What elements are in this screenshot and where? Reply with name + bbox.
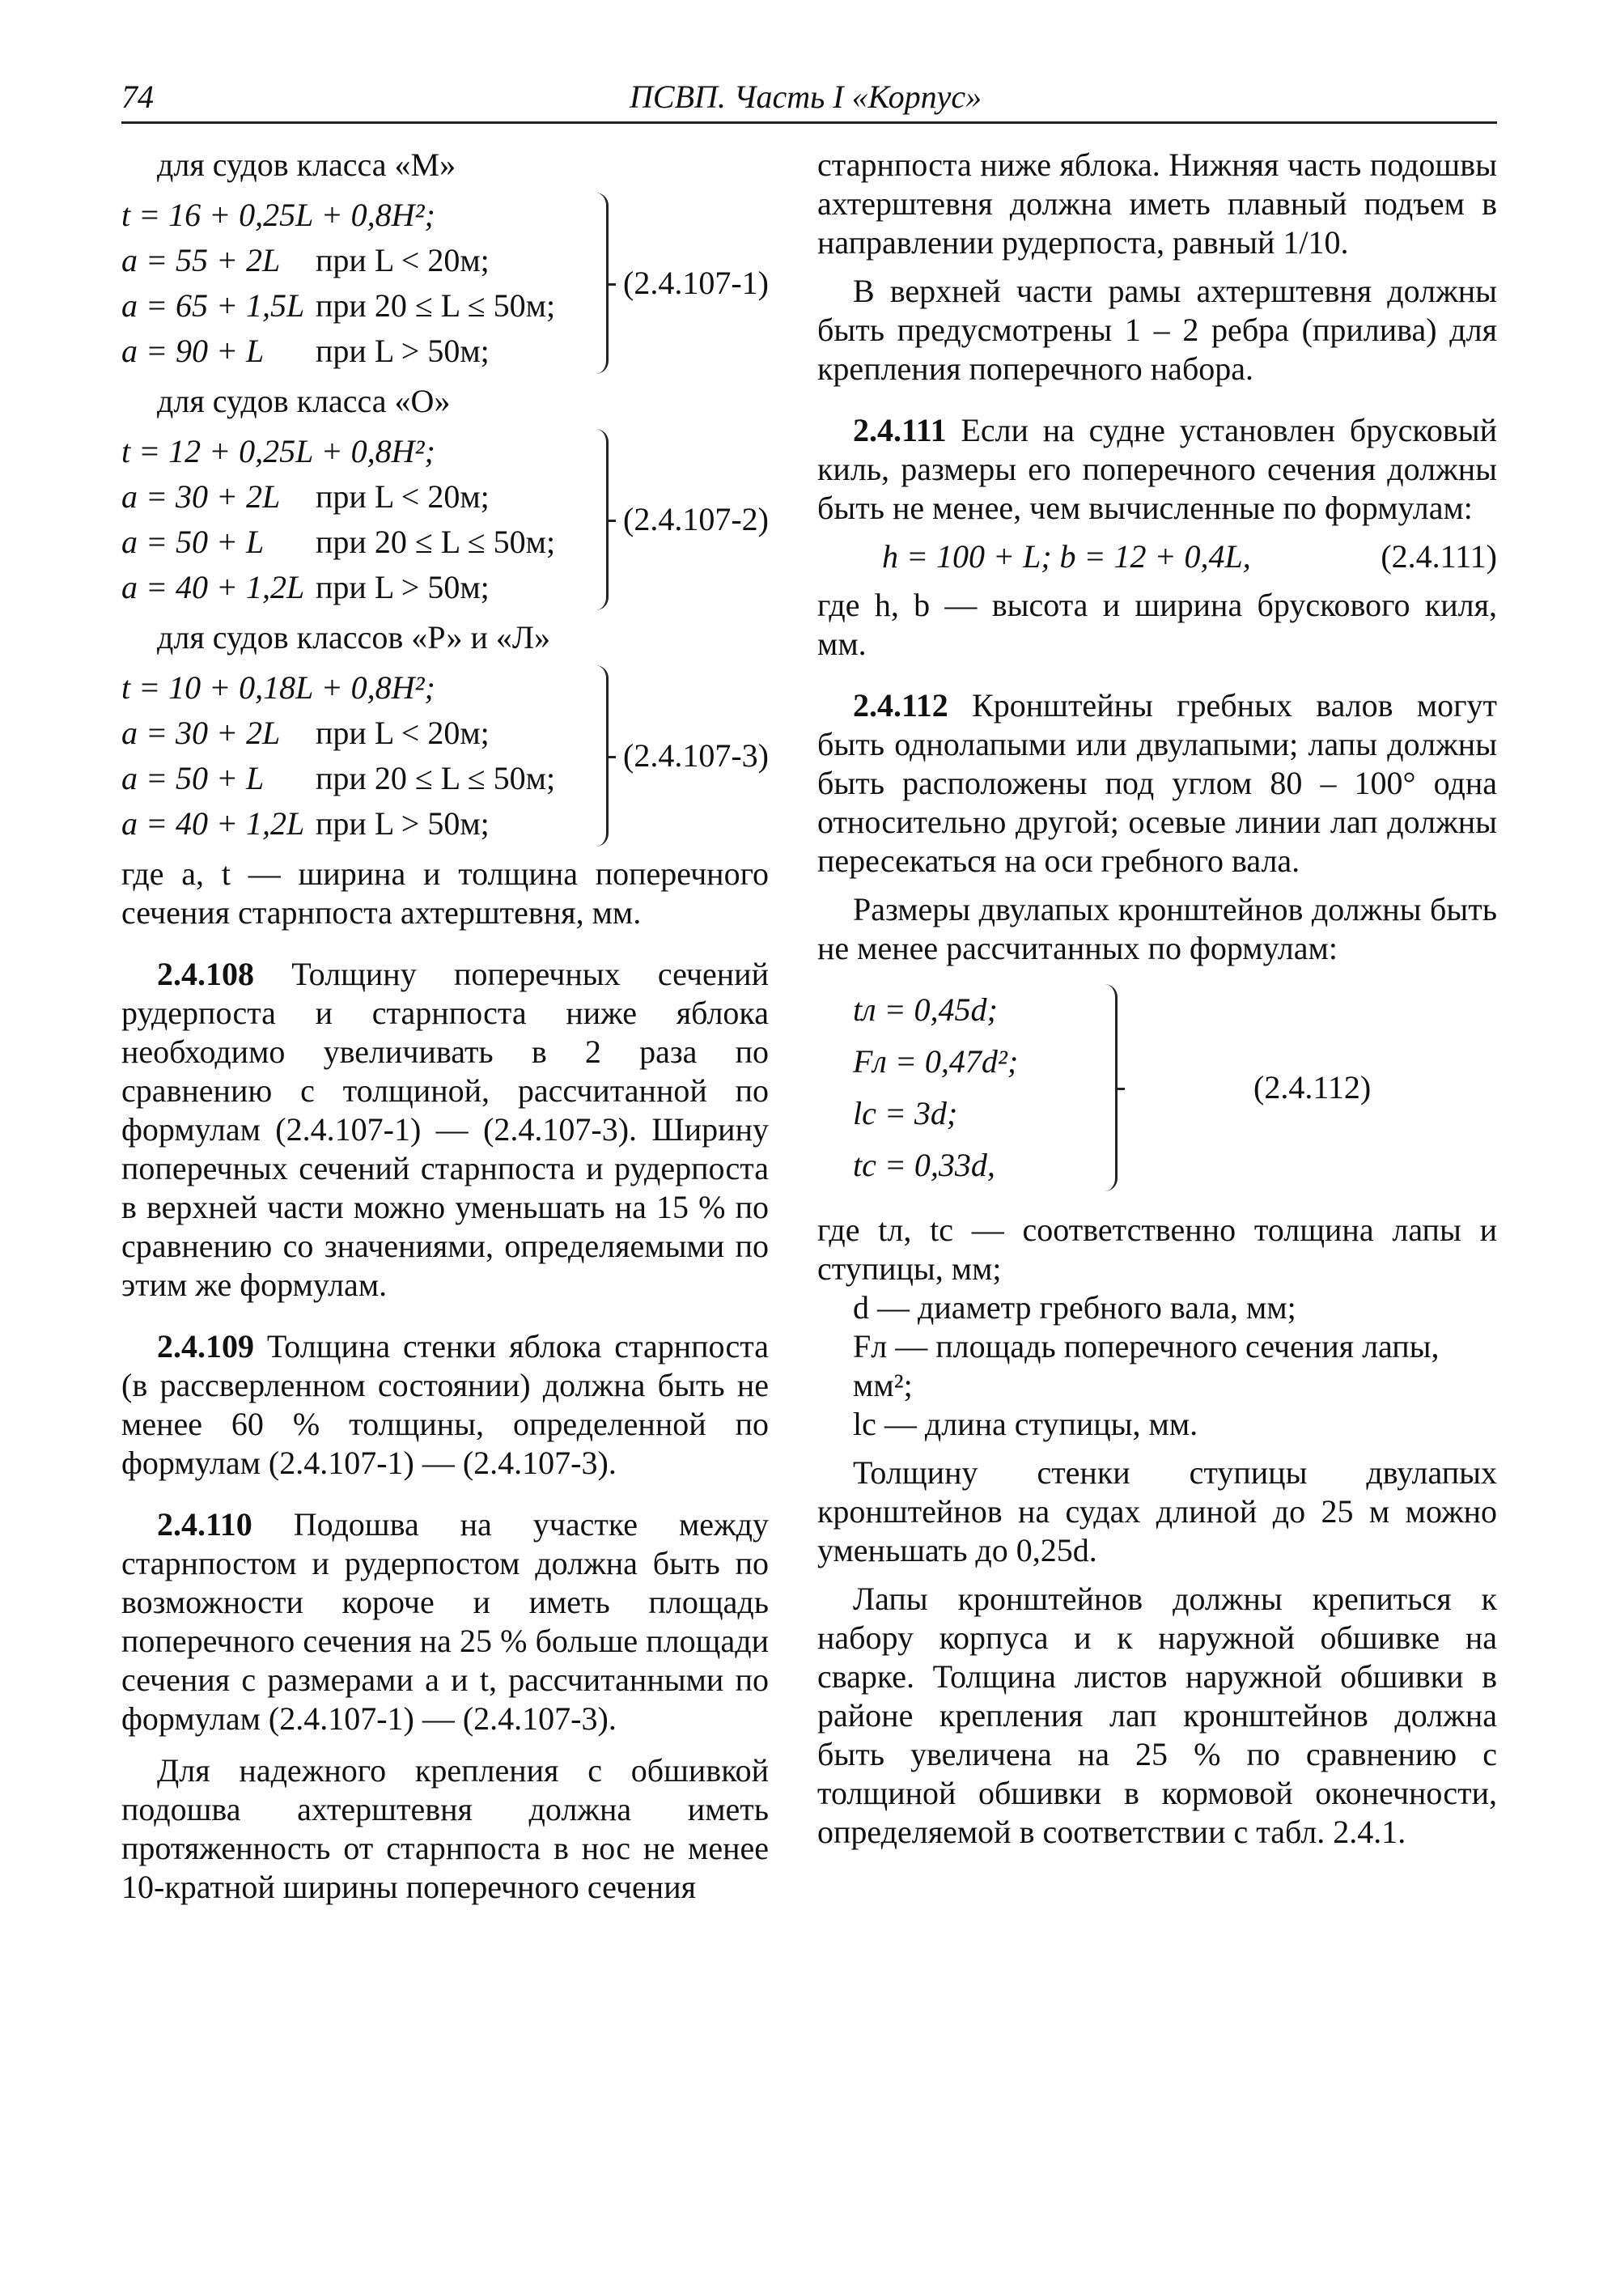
formula-line: tс = 0,33d, [853, 1147, 995, 1183]
formula-line: a = 50 + L при 20 ≤ L ≤ 50м; [121, 524, 556, 560]
label-class-o: для судов класса «О» [157, 383, 451, 419]
formula-line: a = 30 + 2L при L < 20м; [121, 715, 490, 751]
paragraph-2-4-109: 2.4.109 Толщина стенки яблока старнпоста (в рассверленном состоянии) должна быть не менее 60 % толщины, определенной по формулам (2.4.107-1) — (2.4.107-3). [121, 1328, 769, 1481]
brace [587, 665, 609, 847]
label-class-m: для судов класса «М» [157, 146, 456, 183]
brace [587, 429, 609, 610]
formula-line: a = 50 + L при 20 ≤ L ≤ 50м; [121, 760, 556, 796]
paragraph-2-4-111: 2.4.111 Если на судне установлен брусковый киль, размеры его поперечного сечения должны быть не менее, чем вычисленные по формулам: [817, 412, 1497, 526]
paragraph-bracket-legs: Лапы кронштейнов должны крепиться к набору корпуса и к наружной обшивке на сварке. Толщина листов наружной обшивки в районе крепления лап кронштейнов должна быть увеличена на 25 % по сравнению с толщиной обшивки в кормовой оконечности, определяемой в соответствии с табл. 2.4.1. [817, 1581, 1497, 1850]
formula-line: tл = 0,45d; [853, 991, 998, 1028]
section-number: 2.4.109 [157, 1328, 254, 1364]
formula-line: t = 16 + 0,25L + 0,8H²; [121, 197, 435, 233]
paragraph-sole-attachment: Для надежного крепления с обшивкой подошва ахтерштевня должна иметь протяженность от старнпоста в нос не менее 10-кратной ширины поперечного сечения [121, 1752, 769, 1905]
where-line-1: где tл, tс — соответственно толщина лапы и ступицы, мм; [817, 1212, 1497, 1287]
where-paragraph: где a, t — ширина и толщина поперечного сечения старнпоста ахтерштевня, мм. [121, 855, 769, 931]
formula-line: t = 10 + 0,18L + 0,8H²; [121, 669, 435, 706]
label-class-p-l: для судов классов «Р» и «Л» [157, 619, 550, 656]
formula-line: lс = 3d; [853, 1095, 958, 1131]
paragraph-continuation: старнпоста ниже яблока. Нижняя часть подошвы ахтерштевня должна иметь плавный подъем в направлении рудерпоста, равный 1/10. [817, 146, 1497, 261]
section-number: 2.4.110 [157, 1506, 252, 1543]
where-line-2: d — диаметр гребного вала, мм; [853, 1289, 1296, 1326]
page-header [121, 78, 1497, 126]
formula-system-107-1 [121, 193, 769, 374]
paragraph-2-4-112: 2.4.112 Кронштейны гребных валов могут быть однолапыми или двулапыми; лапы должны быть расположены под углом 80 – 100° одна относительно другой; осевые линии лап должны пересекаться на оси гребного вала. [817, 687, 1497, 879]
where-paragraph-111: где h, b — высота и ширина брускового киля, мм. [817, 587, 1497, 662]
section-number: 2.4.111 [853, 412, 947, 448]
equation-number: (2.4.107-1) [623, 265, 769, 301]
formula-line: a = 90 + L при L > 50м; [121, 333, 490, 369]
formula-line: a = 55 + 2L при L < 20м; [121, 242, 490, 278]
right-column [817, 146, 1497, 1852]
formula-system-107-3 [121, 665, 769, 847]
equation-number: (2.4.107-3) [623, 737, 769, 774]
equation-number: (2.4.107-2) [623, 501, 769, 537]
formula-line: a = 65 + 1,5L при 20 ≤ L ≤ 50м; [121, 287, 556, 324]
where-line-4: lс — длина ступицы, мм. [853, 1406, 1198, 1442]
brace [1096, 984, 1118, 1191]
paragraph-bracket-dimensions: Размеры двулапых кронштейнов должны быть не менее рассчитанных по формулам: [817, 891, 1497, 966]
paragraph-2-4-108: 2.4.108 Толщину поперечных сечений рудерпоста и старнпоста ниже яблока необходимо увеличивать в 2 раза по сравнению с толщиной, рассчитанной по формулам (2.4.107-1) — (2.4.107-3). Ширину поперечных сечений старнпоста и рудерпоста в верхней части можно уменьшать на 15 % по сравнению со значениями, определяемыми по этим же формулам. [121, 956, 769, 1303]
section-number: 2.4.108 [157, 956, 254, 992]
paragraph-2-4-110: 2.4.110 Подошва на участке между старнпостом и рудерпостом должна быть по возможности короче и иметь площадь поперечного сечения на 25 % больше площади сечения с размерами a и t, рассчитанными по формулам (2.4.107-1) — (2.4.107-3). [121, 1506, 769, 1737]
running-title: ПСВП. Часть I «Корпус» [630, 79, 982, 115]
section-number: 2.4.112 [853, 687, 948, 724]
formula-system-107-2 [121, 429, 769, 610]
equation-number: (2.4.112) [1253, 1069, 1372, 1106]
formula-2-4-111: h = 100 + L; b = 12 + 0,4L, (2.4.111) [882, 538, 1497, 575]
paragraph-frame-ribs: В верхней части рамы ахтерштевня должны быть предусмотрены 1 – 2 ребра (прилива) для крепления поперечного набора. [817, 273, 1497, 387]
paragraph-hub-thickness: Толщину стенки ступицы двулапых кронштейнов на судах длиной до 25 м можно уменьшать до 0,25d. [817, 1454, 1497, 1568]
header-rule [121, 121, 1497, 124]
formula-line: a = 40 + 1,2L при L > 50м; [121, 569, 490, 605]
formula-line: a = 40 + 1,2L при L > 50м; [121, 805, 490, 842]
left-column [121, 146, 769, 1907]
where-line-3: Fл — площадь поперечного сечения лапы, мм²; [853, 1328, 1440, 1403]
brace [587, 193, 609, 374]
formula-system-2-4-112 [853, 984, 1497, 1191]
equation-number: (2.4.111) [1381, 538, 1497, 575]
page-number: 74 [121, 79, 154, 115]
formula-line: Fл = 0,47d²; [853, 1043, 1019, 1080]
formula-line: a = 30 + 2L при L < 20м; [121, 478, 490, 515]
formula-line: t = 12 + 0,25L + 0,8H²; [121, 433, 435, 469]
